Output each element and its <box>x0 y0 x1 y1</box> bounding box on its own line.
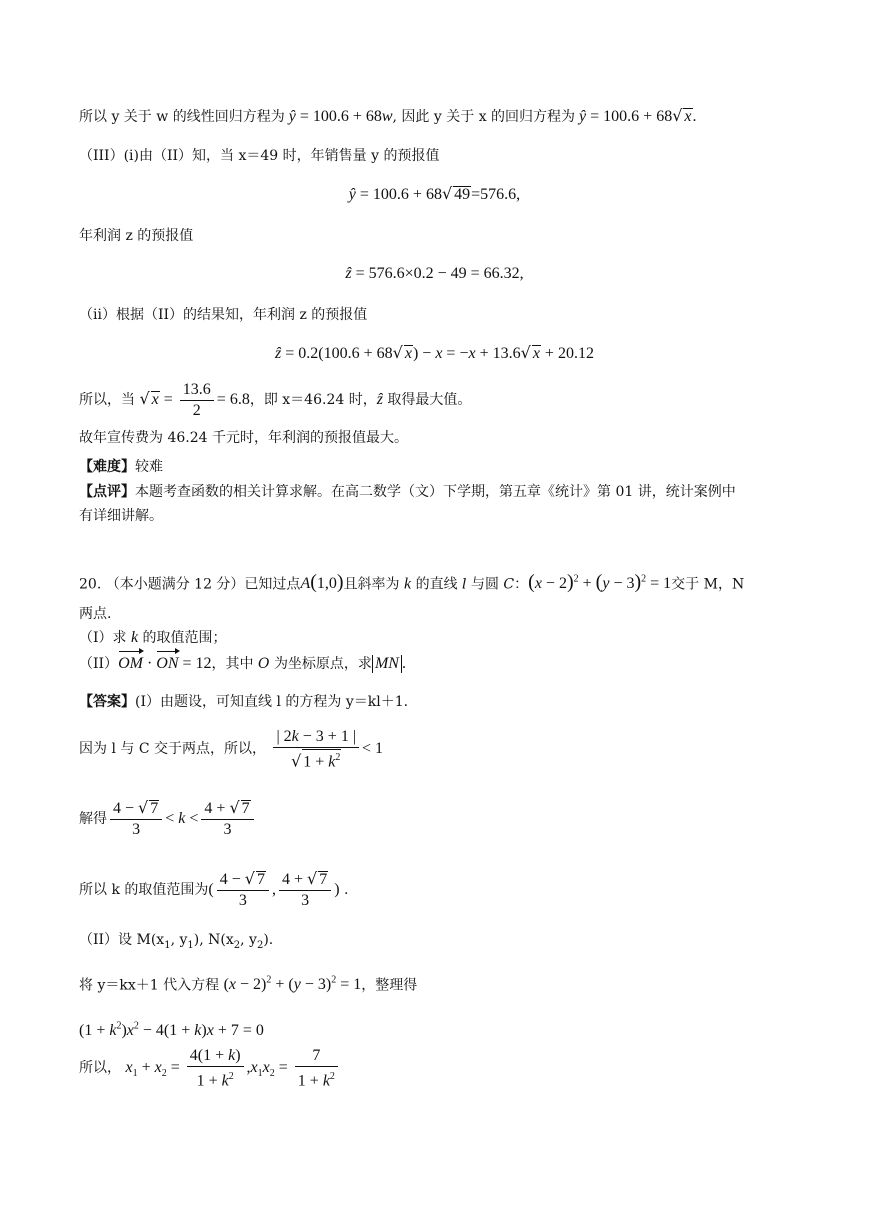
answer-line-2: 因为 l 与 C 交于两点，所以， $\frac{| 2k - 3 + 1 |}{√ 1 + k^2}$ < 1 <box>79 727 384 770</box>
text: ，其中 <box>211 656 254 672</box>
text: 交于 M，N <box>671 576 745 593</box>
text: 的取值范围； <box>142 630 227 646</box>
question-20-line-2: 两点. <box>79 606 112 622</box>
text: 取得最大值。 <box>387 392 472 408</box>
answer-line-8: 所以， $x_1 + x_2$ = $\frac{4(1 + k)}{1 + k^2}$ $,x_1x_2$ = $\frac{7}{1 + k^2}$ <box>79 1046 341 1096</box>
regression-equation-line <box>79 106 697 127</box>
question-20-part-i: （I）求 k 的取值范围； <box>79 629 227 646</box>
maximum-line: 所以，当 √ x = $\frac{13.6}{2}$ = 6.8，即 x＝46.24 时，ẑ 取得最大值。 <box>79 380 472 419</box>
difficulty-line <box>79 457 163 477</box>
formula-z-prediction: ẑ = 576.6×0.2 − 49 = 66.32, <box>345 265 524 282</box>
comment-line-2: 有详细讲解。 <box>79 508 163 524</box>
text: ，整理得 <box>361 977 418 994</box>
text: 且斜率为 <box>343 576 400 593</box>
text: 为坐标原点，求 <box>273 656 372 672</box>
formula-z-function: ẑ = 0.2(100.6 + 68√ x) − x = −x + 13.6√ x + 20.12 <box>275 343 594 362</box>
formula: ŷ = 100.6 + 68√ x. <box>579 106 697 125</box>
text: 所以 k 的取值范围为 <box>79 882 209 898</box>
formula-y-prediction: ŷ = 100.6 + 68√ 49=576.6, <box>348 184 521 203</box>
answer-line-3: 解得 $\frac{4 - √ 7}{3}$ < k < $\frac{4 + √ 7}{3}$ <box>79 797 257 841</box>
text: , 因此 y 关于 x 的回归方程为 <box>392 109 576 125</box>
text: ，即 x＝46.24 时， <box>249 392 377 408</box>
difficulty-value: 较难 <box>135 459 163 475</box>
text: 20. （本小题满分 12 分）已知过点 <box>79 576 301 593</box>
answer-line-7: $(1 + k^2)x^2 - 4(1 + k)x + 7 = 0$ <box>79 1021 264 1040</box>
question-20-line-1: 20. （本小题满分 12 分）已知过点A(1,0)且斜率为 k 的直线 l 与圆 C：$(x - 2)^2 + (y - 3)^2 = 1$交于 M，N <box>79 571 745 594</box>
answer-line-6: 将 y＝kx＋1 代入方程 $(x - 2)^2 + (y - 3)^2 = 1$，整理得 <box>79 975 418 994</box>
text: 将 y＝kx＋1 代入方程 <box>79 977 220 994</box>
part-iii-ii-line: （ii）根据（II）的结果知，年利润 z 的预报值 <box>79 307 368 323</box>
answer-line-5: （II）设 $M(x_1$, $y_1$), $N(x_2$, $y_2$). <box>79 932 274 951</box>
conclusion-line: 故年宣传费为 46.24 千元时，年利润的预报值最大。 <box>79 430 408 446</box>
answer-line-1 <box>79 692 408 712</box>
answer-label: 【答案】 <box>79 694 135 710</box>
question-20-part-ii: （II）OM · ON = 12，其中 O 为坐标原点，求 MN . <box>79 652 406 676</box>
text: （II）设 M(x <box>79 932 165 948</box>
text: （I）求 <box>79 630 127 646</box>
formula: ŷ = 100.6 + 68w <box>288 108 393 125</box>
comment-label: 【点评】 <box>79 484 135 500</box>
text: 所以 y 关于 w 的线性回归方程为 <box>79 109 285 125</box>
part-iii-i-line: （III）(i)由（II）知，当 x＝49 时，年销售量 y 的预报值 <box>79 148 440 164</box>
profit-prediction-line: 年利润 z 的预报值 <box>79 228 194 244</box>
text: 因为 l 与 C 交于两点，所以， <box>79 741 266 757</box>
comment-line-1 <box>79 482 736 502</box>
text: 所以， <box>79 1060 121 1076</box>
text: 的直线 <box>415 576 458 593</box>
difficulty-label: 【难度】 <box>79 459 135 475</box>
answer-line-4: 所以 k 的取值范围为( $\frac{4 - √ 7}{3}$ , $\frac{4 + √ 7}{3}$ ) . <box>79 869 349 910</box>
text: 与圆 <box>470 576 499 593</box>
text: (I）由题设，可知直线 l 的方程为 y＝kl＋1. <box>135 694 409 710</box>
text: （II） <box>79 656 119 672</box>
text: 所以，当 <box>79 392 135 408</box>
comment-text: 本题考查函数的相关计算求解。在高二数学（文）下学期，第五章《统计》第 01 讲，统计案例中 <box>135 484 736 500</box>
text: 解得 <box>79 811 107 827</box>
